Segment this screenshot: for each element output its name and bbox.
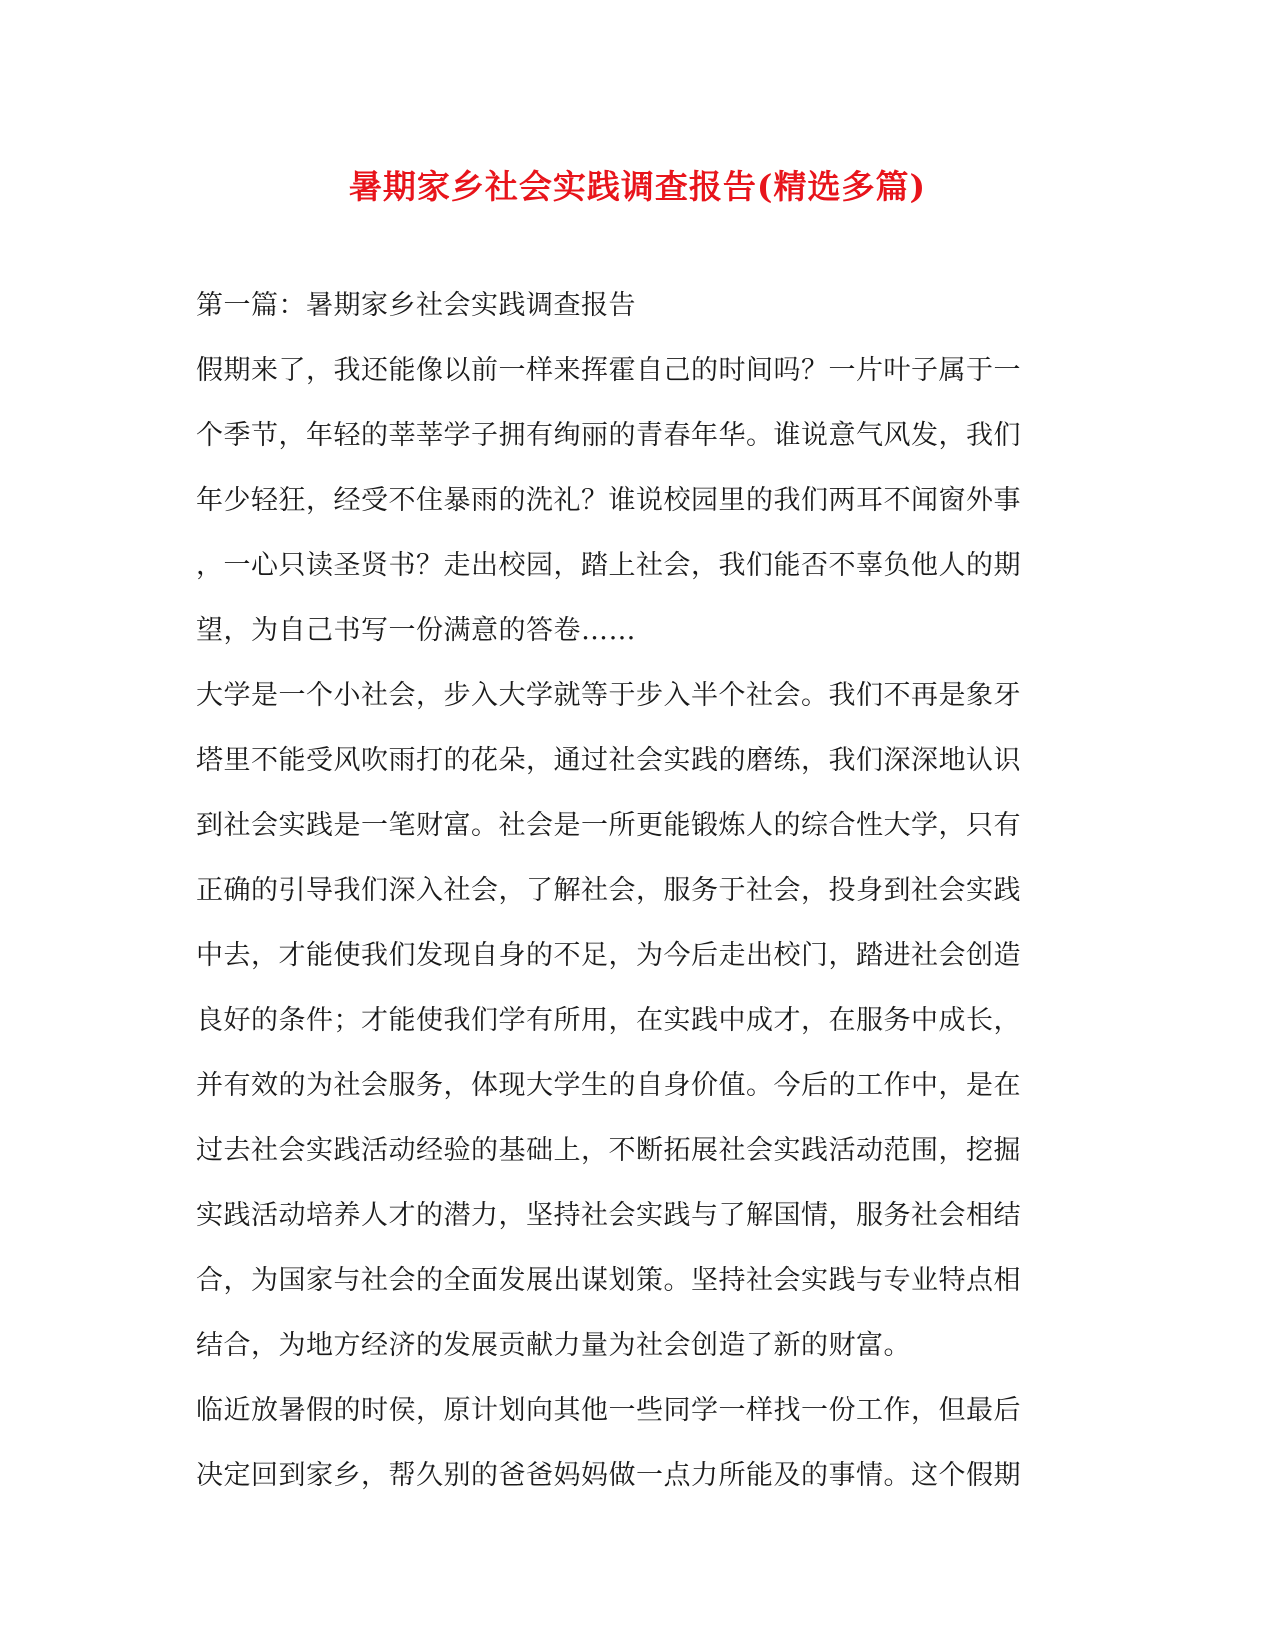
document-body: [196, 284, 1071, 1519]
text-line: 合，为国家与社会的全面发展出谋划策。坚持社会实践与专业特点相: [196, 1265, 1021, 1296]
text-line: 决定回到家乡，帮久别的爸爸妈妈做一点力所能及的事情。这个假期: [196, 1460, 1021, 1491]
text-line: 并有效的为社会服务，体现大学生的自身价值。今后的工作中，是在: [196, 1070, 1021, 1101]
text-line: 结合，为地方经济的发展贡献力量为社会创造了新的财富。: [196, 1330, 911, 1361]
section-heading: 第一篇：暑期家乡社会实践调查报告: [196, 290, 636, 321]
text-line: 大学是一个小社会，步入大学就等于步入半个社会。我们不再是象牙: [196, 680, 1021, 711]
text-line: 个季节，年轻的莘莘学子拥有绚丽的青春年华。谁说意气风发，我们: [196, 420, 1021, 451]
text-line: 假期来了，我还能像以前一样来挥霍自己的时间吗？一片叶子属于一: [196, 355, 1021, 386]
text-line: 良好的条件；才能使我们学有所用，在实践中成才，在服务中成长，: [196, 1005, 1021, 1036]
text-line: 望，为自己书写一份满意的答卷……: [196, 615, 636, 646]
paragraph-1: [196, 349, 1071, 674]
text-line: 年少轻狂，经受不住暴雨的洗礼？谁说校园里的我们两耳不闻窗外事: [196, 485, 1021, 516]
text-line: 过去社会实践活动经验的基础上，不断拓展社会实践活动范围，挖掘: [196, 1135, 1021, 1166]
paragraph-2: [196, 674, 1071, 1389]
text-line: 临近放暑假的时侯，原计划向其他一些同学一样找一份工作，但最后: [196, 1395, 1021, 1426]
text-line: ，一心只读圣贤书？走出校园，踏上社会，我们能否不辜负他人的期: [196, 550, 1021, 581]
text-line: 正确的引导我们深入社会，了解社会，服务于社会，投身到社会实践: [196, 875, 1021, 906]
text-line: 实践活动培养人才的潜力，坚持社会实践与了解国情，服务社会相结: [196, 1200, 1021, 1231]
document-title: 暑期家乡社会实践调查报告(精选多篇): [348, 167, 927, 206]
paragraph-3: [196, 1389, 1071, 1519]
text-line: 中去，才能使我们发现自身的不足，为今后走出校门，踏进社会创造: [196, 940, 1021, 971]
text-line: 到社会实践是一笔财富。社会是一所更能锻炼人的综合性大学，只有: [196, 810, 1021, 841]
text-line: 塔里不能受风吹雨打的花朵，通过社会实践的磨练，我们深深地认识: [196, 745, 1021, 776]
